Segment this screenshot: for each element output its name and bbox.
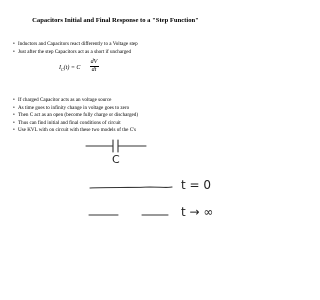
capacitor-current-formula	[59, 59, 119, 81]
formula-lhs	[59, 65, 80, 72]
formula-fraction	[89, 59, 99, 74]
bullet-item: • Just after the step Capacitors act as a short if uncharged	[13, 49, 228, 57]
capacitor-label: C	[112, 153, 120, 166]
slide-title: Capacitors Initial and Final Response to a "Step Function"	[32, 17, 199, 24]
bullet-item: • Thus can find initial and final conditions of circuit	[13, 120, 228, 128]
formula-denominator: dt	[91, 67, 97, 73]
t-zero-label: t = 0	[181, 178, 212, 192]
bullet-item: • Then C act as an open (become fully charge or discharged)	[13, 112, 228, 120]
formula-symbol-i: I	[59, 65, 61, 71]
t-infinity-label: t → ∞	[181, 205, 214, 219]
bullet-item: • Inductors and Capacitors react differently to a Voltage step	[13, 41, 228, 49]
formula-rhs-prefix: (t) = C	[63, 65, 81, 71]
bullet-list-bottom	[13, 97, 228, 135]
capacitor-symbol-icon	[86, 140, 146, 152]
bullet-item: • If charged Capacitor acts as an voltage source	[13, 97, 228, 105]
bullet-item: • Use KVL with on circuit with these two models of the C's	[13, 127, 228, 135]
formula-numerator: dV	[90, 59, 98, 65]
short-wire-icon	[90, 187, 172, 188]
formula-subscript: C	[61, 67, 64, 73]
bullet-item: • As time goes to infinity change in voltage goes to zero	[13, 105, 228, 113]
bullet-list-top	[13, 41, 228, 56]
